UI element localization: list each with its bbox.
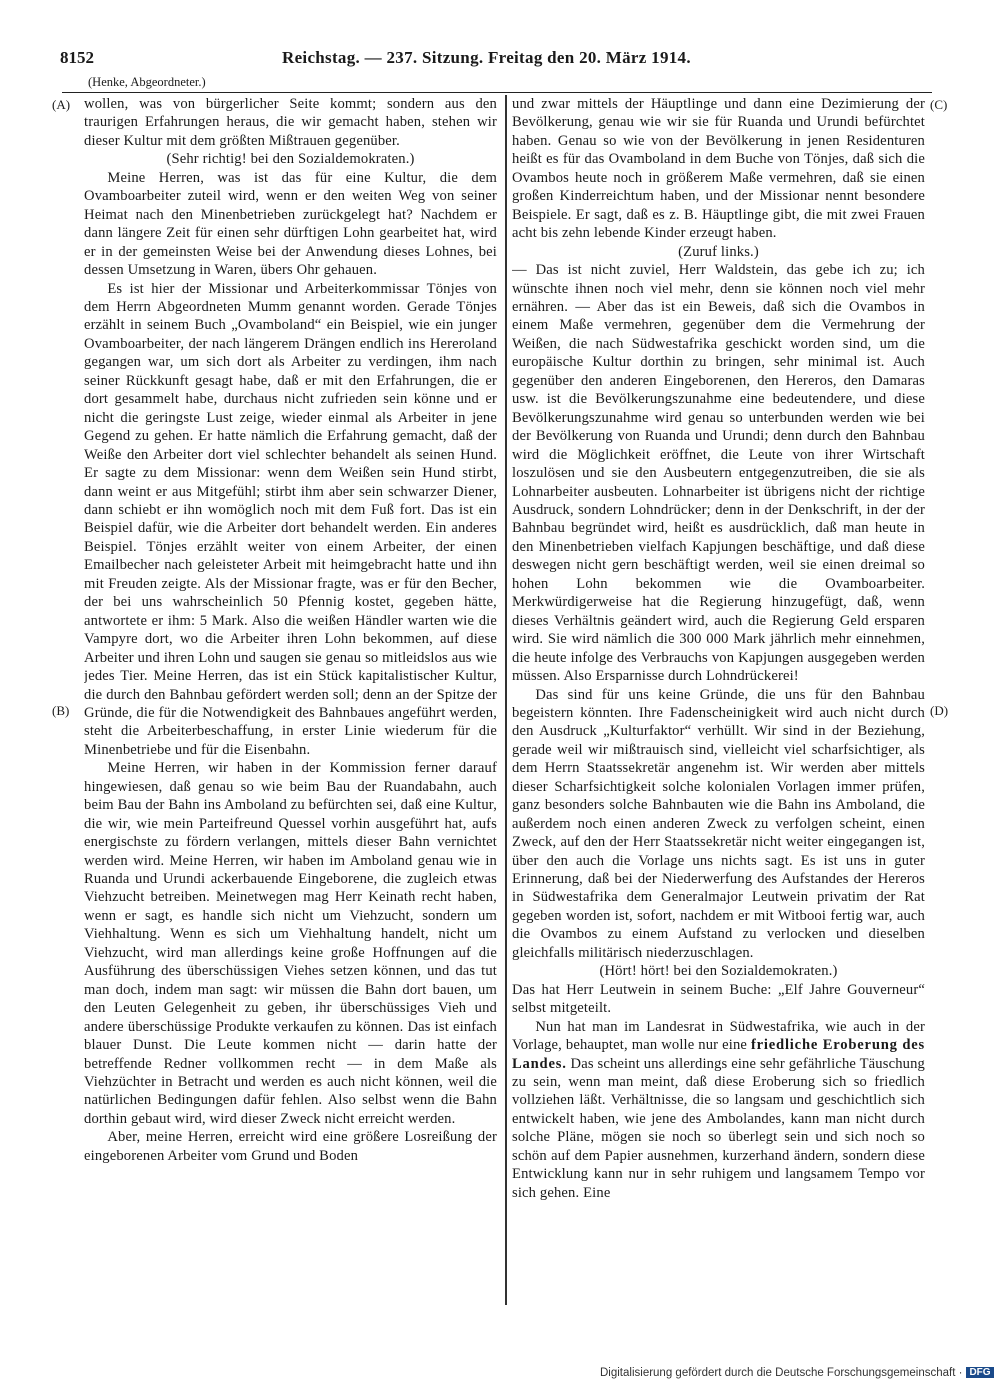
margin-mark-a: (A) <box>52 97 71 112</box>
paragraph <box>512 1018 925 1203</box>
paragraph: Das hat Herr Leutwein in seinem Buche: „Elf Jahre Gouverneur“ selbst mitgeteilt. <box>512 981 925 1017</box>
paragraph: — Das ist nicht zuviel, Herr Waldstein, das gebe ich zu; ich wünschte ihnen noch viel mehr, denn sie können noch viel mehr ernähren. — Aber das ist ein Beweis, daß sich die Ovambos in einem Maße vermehren, gegenüber dem die Vermehrung der Weißen, die nach Südwestafrika geschickt worden sind, um die europäische Kultur dorthin zu bringen, sehr minimal ist. Auch gegenüber den anderen Eingeborenen, den Hereros, den Damaras usw. ist die Bevölkerungszunahme eine bedeutendere, und diese Bevölkerungszunahme wird genau so unterbunden werden wie bei der Bevölkerung von Ruanda und Urundi; denn durch den Bahnbau wird die Möglichkeit eröffnet, die Leute von ihrer Wirtschaft loszulösen und sie den Ausbeutern entgegenzutreiben, die sie als Lohnarbeiter ausbeuten. Lohnarbeiter ist übrigens nicht der richtige Ausdruck, sondern Lohndrücker; denn in der Denkschrift, in der der Bahnbau begründet wird, heißt es ausdrücklich, daß man heute in den Minenbetrieben vielfach Kapjungen beschäftige, und daß diese deswegen nicht gern beschäftigt werden, weil sie einen dreimal so hohen Lohn bekommen wie die Ovamboarbeiter. Merkwürdigerweise hat die Regierung hinzugefügt, daß, wenn dieses Verhältnis geändert wird, auch die Regierung Geld ersparen wird. Sie wird nämlich die 300 000 Mark jährlich mehr einnehmen, die heute infolge des Verbrauchs von Kapjungen ausgegeben werden müssen. Also Ersparnisse durch Lohndrückerei! <box>512 262 925 685</box>
paragraph: Meine Herren, wir haben in der Kommission ferner darauf hingewiesen, daß genau so wie beim Bau der Ruandabahn, auch beim Bau der Bahn ins Amboland zu befürchten sei, daß eine Kultur, die wir, wie mein Parteifreund Quessel vorhin ausgeführt hat, aufs energischste zu fördern verlangen, mittels dieser Bahn vernichtet werden wird. Meine Herren, wir haben im Amboland genau wie in Ruanda und Urundi ackerbauende Eingeborene, die zugleich etwas Viehzucht betreiben. Meinetwegen mag Herr Keinath recht haben, wenn er sagt, es handle sich nicht um Viehzucht, sondern um Viehhaltung. Wenn es sich um Viehhaltung handelt, nicht um Viehzucht, wird man allerdings keine große Hoffnungen auf die Ausführung des überschüssigen Viehes setzen können, und das tut man doch, indem man sagt: wir müssen die Bahn dort bauen, um den Leuten Gelegenheit zu geben, ihr überschüssiges Vieh und andere überschüssige Produkte verkaufen zu können. Das ist einfach blauer Dunst. Die Leute kommen nicht — darin hatte der betreffende Redner vollkommen recht — in dem Maße als Viehzüchter in Betracht und werden es auch nicht können, weil die natürlichen Bedingungen dafür fehlen. Also selbst wenn die Bahn dorthin gebaut wird, wird dieser Zweck nicht erreicht werden. <box>84 760 497 1127</box>
right-column <box>512 95 925 1310</box>
digitization-footer <box>600 1367 990 1381</box>
emphasis-text: friedliche Eroberung des Landes. <box>512 1037 925 1072</box>
header-title: Reichstag. — 237. Sitzung. Freitag den 20. März 1914. <box>282 48 691 67</box>
interjection: (Hört! hört! bei den Sozialdemokraten.) <box>599 963 838 980</box>
page-number: 8152 <box>60 48 94 67</box>
left-column <box>84 95 497 1310</box>
paragraph-part: Nun hat man im Landesrat in Südwestafrika, wie auch in der Vorlage, behauptet, man wolle nur eine <box>512 1018 925 1054</box>
paragraph: und zwar mittels der Häuptlinge und dann eine Dezimierung der Bevölkerung, genau wie wir sie für Ruanda und Urundi befürchtet haben. Genau so wie von der Bevölkerung in jenen Residenturen heißt es für das Ovamboland in dem Buche von Tönjes, daß sich die Ovambos heute noch in größerem Maße vermehren, daß sie einen großen Kinderreichtum haben, und der Missionar nennt besondere Beispiele. Er sagt, daß es z. B. Häuptlinge gibt, die mit zwei Frauen acht bis zehn lebende Kinder erzeugt haben. <box>512 96 925 242</box>
interjection: (Sehr richtig! bei den Sozialdemokraten.) <box>166 151 415 168</box>
paragraph: Es ist hier der Missionar und Arbeiterkommissar Tönjes von dem Herrn Abgeordneten Mumm genannt worden. Gerade Tönjes erzählt in seinem Buch „Ovamboland“ ein Beispiel, wie ein junger Ovamboarbeiter, der nach längerem Drängen endlich ins Hereroland gegangen war, um sich dort als Arbeiter zu verdingen, ihm nach seiner Rückkunft gesagt habe, daß er mit den Erfahrungen, die er dort gesammelt habe, durchaus nicht zufrieden sein könne und er nicht die geringste Lust zeige, wieder einmal als Arbeiter in jene Gegend zu gehen. Er hatte nämlich die Erfahrung gemacht, daß der Weiße den Arbeiter dort viel schlechter behandelt als seinen Hund. Er sagte zu dem Missionar: wenn dem Weißen sein Hund stirbt, dann weint er aus Mitgefühl; stirbt ihm aber sein schwarzer Diener, dann schiebt er ihn womöglich noch mit dem Fuß fort. Das ist ein Beispiel dafür, wie die Arbeiter dort behandelt werden. Ein anderes Beispiel. Tönjes erzählt weiter von einem Arbeiter, der einen Emailbecher nach geleisteter Arbeit mit heimgebracht hatte und ihn mit Freuden zeigte. Als der Missionar fragte, was er für den Becher, der bei uns wahrscheinlich 50 Pfennig kostet, gegeben hätte, antwortete er ihm: 5 Mark. Also die weißen Händler warten wie die Vampyre dort, wo die Arbeiter ihren Lohn bekommen, auf diese Arbeiter und ihren Lohn und saugen sie genau so mitleidslos aus wie jedes Tier. Meine Herren, das ist ein Stück kapitalistischer Kultur, die durch den Bahnbau gefördert werden soll; denn an der Spitze der Gründe, die für die Notwendigkeit des Bahnbaues angeführt werden, steht die Arbeiterbeschaffung, in erster Linie wiederum für die Minenbetriebe und für die Eisenbahn. <box>84 280 497 758</box>
running-header <box>60 48 710 72</box>
paragraph: Meine Herren, was ist das für eine Kultur, die dem Ovamboarbeiter zuteil wird, wenn er den weiten Weg von seiner Heimat nach den Minenbetrieben zurückgelegt hat? Nachdem er dann längere Zeit für einen sehr dürftigen Lohn gearbeitet hat, wird er in der gemeinsten Weise bei der Anwendung dieses Lohnes, bei dessen Umsetzung in Waren, übers Ohr gehauen. <box>84 169 497 279</box>
margin-mark-d: (D) <box>930 703 949 718</box>
interjection: (Zuruf links.) <box>678 243 759 260</box>
header-rule <box>62 92 932 93</box>
margin-mark-c: (C) <box>930 97 948 112</box>
paragraph: wollen, was von bürgerlicher Seite kommt; sondern aus den traurigen Erfahrungen heraus, die wir gemacht haben, stehen wir dieser Kultur mit dem größten Mißtrauen gegenüber. <box>84 96 497 149</box>
column-divider <box>505 95 507 1305</box>
footer-text: Digitalisierung gefördert durch die Deutsche Forschungsgemeinschaft · <box>600 1367 963 1379</box>
paragraph: Das sind für uns keine Gründe, die uns für den Bahnbau begeistern könnten. Ihre Fadenscheinigkeit wird auch nicht durch den Ausdruck „Kulturfaktor“ verhüllt. Wir sind in der Beziehung, gerade weil wir mißtrauisch sind, vielleicht viel scharfsichtiger, als dem Herrn Staatssekretär angenehm ist. Wir werden aber mittels dieser Scharfsichtigkeit solche kolonialen Vorlagen immer prüfen, ganz besonders solche Bahnbauten wie die Bahn ins Amboland, die außerdem noch einen anderen Zweck zu verfolgen scheint, einen Zweck, auf den der Herr Staatssekretär nicht weiter eingegangen ist, über den auch die Vorlage uns nichts sagt. Es ist uns in guter Erinnerung, daß bei der Niederwerfung des Aufstandes der Hereros in Südwestafrika dem Generalmajor Leutwein privatim der Rat gegeben worden ist, sofort, nachdem er mit Witbooi fertig war, auch die Ovambos zu einem Aufstand zu verlocken und dieselben gleichfalls militärisch niederzuschlagen. <box>512 686 925 961</box>
margin-mark-b: (B) <box>52 703 70 718</box>
dfg-logo: DFG <box>966 1367 993 1378</box>
paragraph-part: Das scheint uns allerdings eine sehr gefährliche Täuschung zu sein, wenn man meint, daß diese Eroberung sich so friedlich vollziehen läßt. Verhältnisse, die so langsam und geschichtlich sich entwickelt haben, wie jene des Ambolandes, kann man nicht durch solche Pläne, mögen sie noch so überlegt sein und sich noch so schön auf dem Papier ausnehmen, kurzerhand ändern, sondern diese Entwicklung kann nur in sehr ruhigem und langsamem Tempo vor sich gehen. Eine <box>512 1055 925 1201</box>
paragraph: Aber, meine Herren, erreicht wird eine größere Losreißung der eingeborenen Arbeiter vom Grund und Boden <box>84 1129 497 1164</box>
speaker-note: (Henke, Abgeordneter.) <box>88 75 206 89</box>
